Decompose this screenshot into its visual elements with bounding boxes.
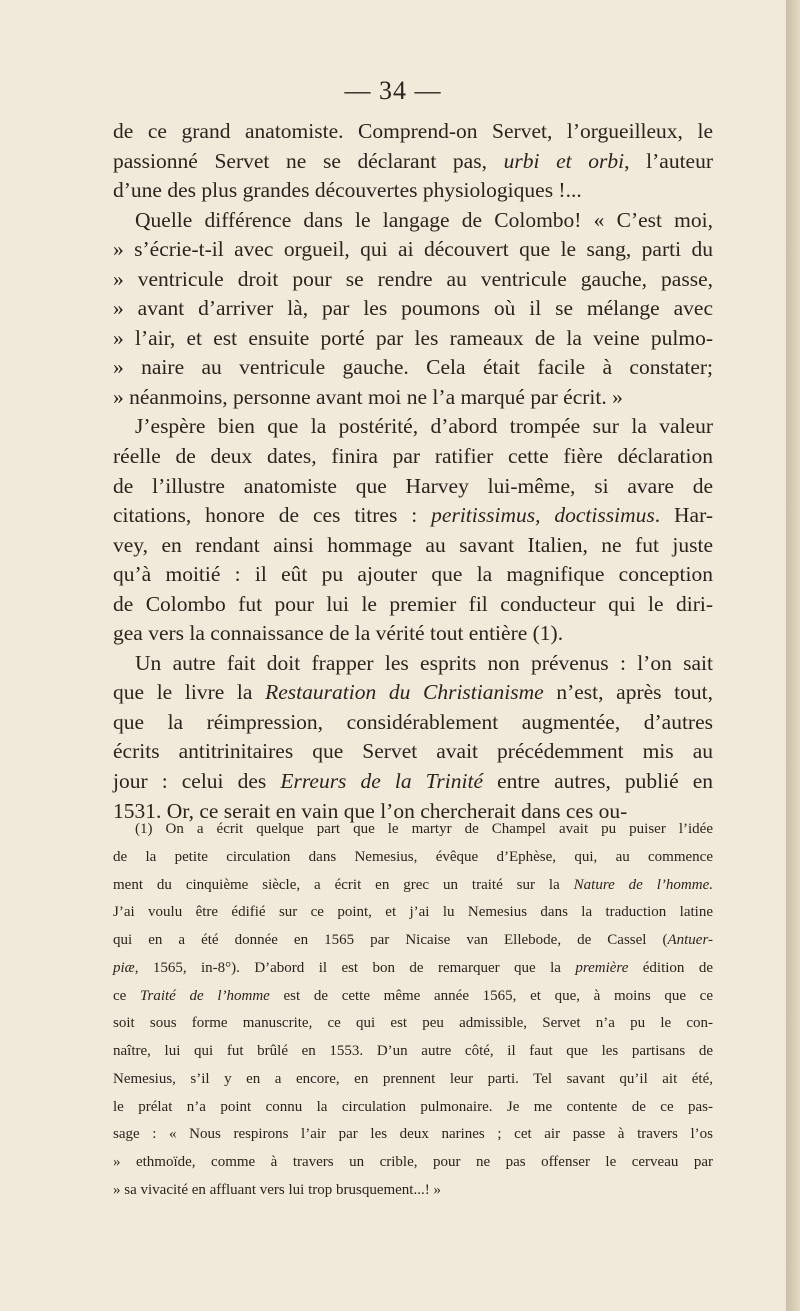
footnote	[113, 816, 713, 1205]
footnote-line: » sa vivacité en affluant vers lui trop brusquement...! »	[113, 1181, 441, 1198]
page-number: — 34 —	[344, 76, 442, 105]
text-line: réelle de deux dates, finira par ratifier cette fière déclaration	[113, 444, 713, 469]
text-line: » ventricule droit pour se rendre au ventricule gauche, passe,	[113, 266, 713, 291]
footnote-line: J’ai voulu être édifié sur ce point, et j’ai lu Nemesius dans la traduction latine	[113, 904, 713, 921]
footnote-line: piæ, 1565, in-8°). D’abord il est bon de remarquer que la première édition de	[113, 959, 713, 976]
footnote-line: Nemesius, s’il y en a encore, en prennent leur parti. Tel savant qu’il ait été,	[113, 1070, 713, 1087]
text-line: que la réimpression, considérablement augmentée, d’autres	[113, 709, 713, 734]
text-line: » l’air, et est ensuite porté par les rameaux de la veine pulmo-	[113, 325, 713, 350]
italic-phrase: Erreurs de la Trinité	[280, 769, 483, 794]
text-line: d’une des plus grandes découvertes physiologiques !...	[113, 178, 582, 203]
text-line: » s’écrie-t-il avec orgueil, qui ai découvert que le sang, parti du	[113, 237, 713, 262]
italic-phrase: peritissimus, doctissimus	[431, 503, 655, 528]
text-line: Quelle différence dans le langage de Colombo! « C’est moi,	[135, 207, 713, 232]
italic-phrase: Nature de l’homme.	[573, 876, 713, 893]
text-line: » naire au ventricule gauche. Cela était facile à constater;	[113, 355, 713, 380]
italic-phrase: Antuer-	[667, 932, 713, 948]
italic-phrase: urbi et orbi	[503, 148, 625, 173]
text-line: de ce grand anatomiste. Comprend-on Servet, l’orgueilleux, le	[113, 119, 713, 143]
text-line: Un autre fait doit frapper les esprits non prévenus : l’on sait	[135, 650, 713, 675]
footnote-line: sage : « Nous respirons l’air par les deux narines ; cet air passe à travers l’os	[113, 1126, 713, 1143]
text-line: jour : celui des Erreurs de la Trinité entre autres, publié en	[113, 769, 713, 794]
text-line: écrits antitrinitaires que Servet avait précédemment mis au	[113, 739, 713, 764]
text-line: gea vers la connaissance de la vérité tout entière (1).	[113, 621, 564, 646]
text-line: » néanmoins, personne avant moi ne l’a marqué par écrit. »	[113, 384, 623, 409]
text-line: qu’à moitié : il eût pu ajouter que la magnifique conception	[113, 562, 713, 587]
text-line: 1531. Or, ce serait en vain que l’on chercherait dans ces ou-	[113, 798, 628, 823]
italic-phrase: Restauration du Christianisme	[265, 680, 544, 705]
main-text	[113, 117, 713, 826]
footnote-line: le prélat n’a point connu la circulation pulmonaire. Je me contente de ce pas-	[113, 1098, 713, 1115]
footnote-line: de la petite circulation dans Nemesius, évêque d’Ephèse, qui, au commence	[113, 848, 713, 865]
text-line: J’espère bien que la postérité, d’abord trompée sur la valeur	[135, 414, 713, 439]
italic-phrase: première	[575, 959, 629, 976]
italic-phrase: Traité de l’homme	[140, 987, 270, 1004]
footnote-line: naître, lui qui fut brûlé en 1553. D’un autre côté, il faut que les partisans de	[113, 1043, 713, 1059]
footnote-line: » ethmoïde, comme à travers un crible, pour ne pas offenser le cerveau par	[113, 1154, 713, 1170]
footnote-line: soit sous forme manuscrite, ce qui est peu admissible, Servet n’a pu le con-	[113, 1015, 713, 1032]
text-line: que le livre la Restauration du Christianisme n’est, après tout,	[113, 680, 713, 705]
text-line: citations, honore de ces titres : peritissimus, doctissimus. Har-	[113, 503, 713, 528]
footnote-line: qui en a été donnée en 1565 par Nicaise van Ellebode, de Cassel (Antuer-	[113, 932, 713, 948]
text-line: vey, en rendant ainsi hommage au savant Italien, ne fut juste	[113, 532, 713, 557]
footnote-line: ment du cinquième siècle, a écrit en grec un traité sur la Nature de l’homme.	[113, 876, 713, 893]
text-line: passionné Servet ne se déclarant pas, urbi et orbi, l’auteur	[113, 148, 713, 173]
text-line: de Colombo fut pour lui le premier fil conducteur qui le diri-	[113, 591, 713, 616]
footnote-line: ce Traité de l’homme est de cette même année 1565, et que, à moins que ce	[113, 987, 713, 1004]
italic-phrase: piæ	[113, 959, 135, 976]
text-line: de l’illustre anatomiste que Harvey lui-même, si avare de	[113, 473, 713, 498]
page-spine-edge	[786, 0, 800, 1311]
text-line: » avant d’arriver là, par les poumons où il se mélange avec	[113, 296, 713, 321]
footnote-line: (1) On a écrit quelque part que le martyr de Champel avait pu puiser l’idée	[135, 821, 713, 837]
